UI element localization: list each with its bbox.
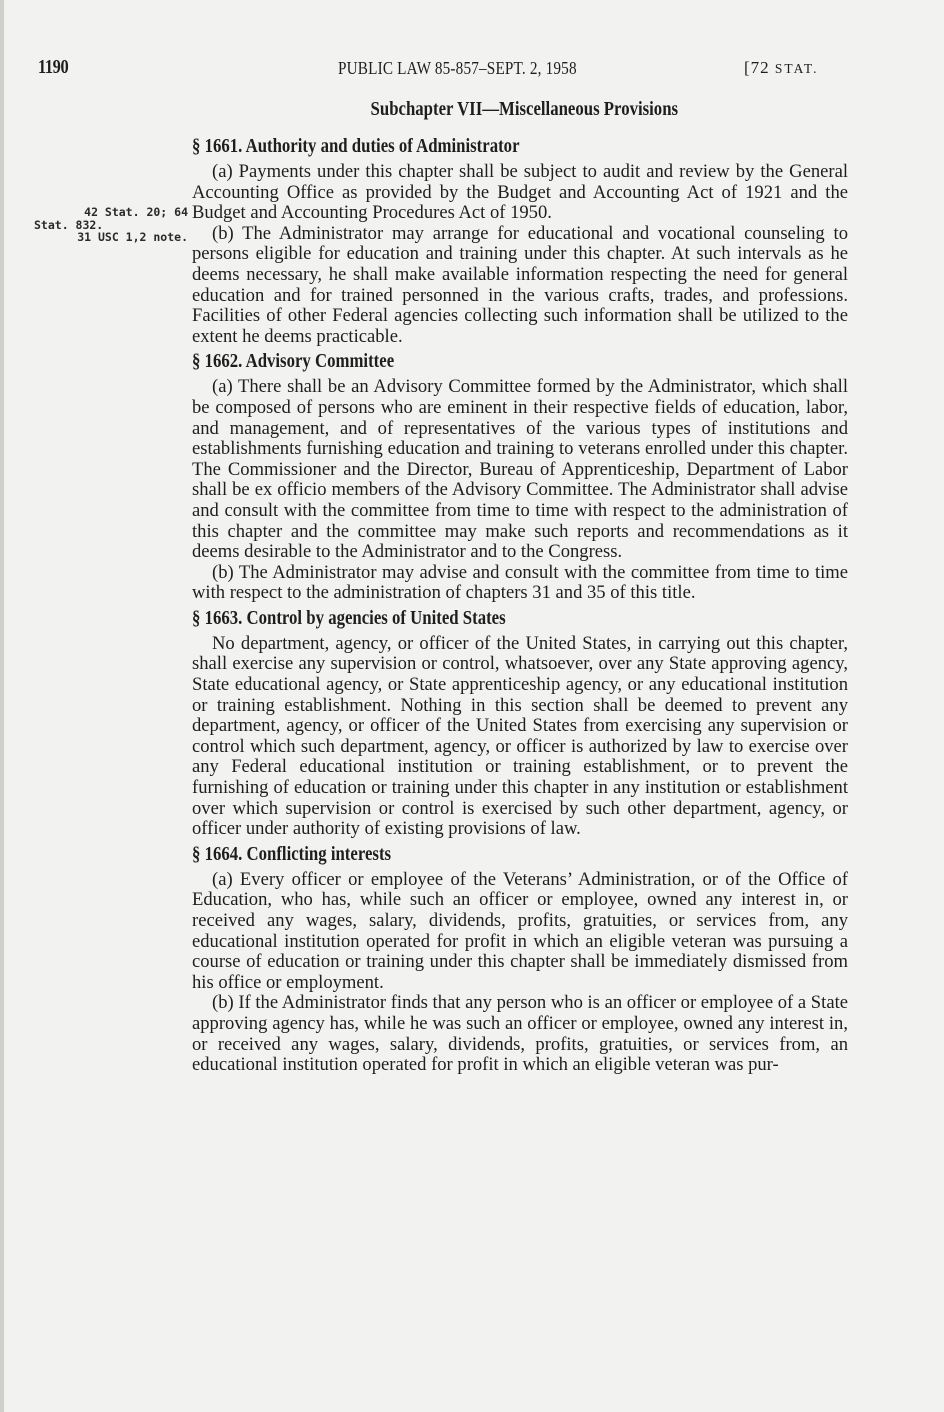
margin-note-line: Stat. 832. bbox=[34, 217, 104, 232]
paragraph: (a) There shall be an Advisory Committee formed by the Administrator, which shall be composed of persons who are eminent in their respective fields of education, labor, and management, and of representatives of the various types of institutions and establishments furnishing education and training to veterans enrolled under this chapter. The Commissioner and the Director, Bureau of Apprenticeship, Department of Labor shall be ex officio members of the Advisory Committee. The Administrator shall advise and consult with the committee from time to time with respect to the administration of this chapter and the committee may make such reports and recommendations as it deems desirable to the Administrator and to the Congress. bbox=[192, 376, 848, 563]
page-edge bbox=[0, 0, 4, 1412]
section-1663 bbox=[192, 606, 848, 840]
paragraph: (b) The Administrator may arrange for educational and vocational counseling to persons eligible for education and training under this chapter. At such intervals as he deems necessary, he shall make available information respecting the need for general education and for trained personned in the various crafts, trades, and professions. Facilities of other Federal agencies collecting such information shall be utilized to the extent he deems practicable. bbox=[192, 222, 848, 347]
section-heading: § 1663. Control by agencies of United States bbox=[192, 607, 506, 629]
paragraph: (b) The Administrator may advise and consult with the committee from time to time with respect to the administration of chapters 31 and 35 of this title. bbox=[192, 561, 848, 604]
paragraph: No department, agency, or officer of the United States, in carrying out this chapter, shall exercise any supervision or control, whatsoever, over any State approving agency, State educational agency, or State apprenticeship agency, or any educational institution or training establishment. Nothing in this section shall be deemed to prevent any department, agency, or officer of the United States from exercising any supervision or control which such department, agency, or officer is authorized by law to exercise over any Federal educational institution or training establishment, or to prevent the furnishing of education or training under this chapter in any institution or establishment over which supervision or control is exercised by such other department, agency, or officer under authority of existing provisions of law. bbox=[192, 632, 848, 840]
document-body bbox=[192, 96, 848, 1076]
section-heading: § 1664. Conflicting interests bbox=[192, 843, 392, 865]
subchapter-title: Subchapter VII—Miscellaneous Provisions bbox=[370, 99, 679, 120]
stat-label: STAT. bbox=[774, 61, 819, 76]
stat-bracket: [72 bbox=[744, 58, 775, 77]
paragraph: (b) If the Administrator finds that any person who is an officer or employee of a State approving agency has, while he was such an officer or employee, owned any interest in, or received any wages, salary, dividends, profits, gratuities, or services from, an educational institution operated for profit in which an eligible veteran was pur- bbox=[192, 992, 848, 1076]
page-number: 1190 bbox=[38, 56, 69, 78]
page-header bbox=[0, 52, 944, 82]
paragraph: (a) Every officer or employee of the Veterans’ Administration, or of the Office of Education, who has, while such an officer or employee, owned any interest in, or received any wages, salary, dividends, profits, gratuities, or services from, any educational institution operated for profit in which an eligible veteran was pursuing a course of education or training under this chapter shall be immediately dismissed from his office or employment. bbox=[192, 868, 848, 993]
margin-note-line: 42 Stat. 20; 64 bbox=[84, 205, 188, 219]
margin-citation-note bbox=[34, 205, 188, 244]
paragraph: (a) Payments under this chapter shall be subject to audit and review by the General Accounting Office as provided by the Budget and Accounting Act of 1921 and the Budget and Accounting Procedures Act of 1950. bbox=[192, 161, 848, 224]
section-1661 bbox=[192, 134, 848, 347]
section-heading: § 1661. Authority and duties of Administrator bbox=[192, 136, 520, 157]
section-1664 bbox=[192, 842, 848, 1076]
statute-reference bbox=[744, 58, 818, 78]
section-1662 bbox=[192, 349, 848, 604]
running-head: PUBLIC LAW 85-857–SEPT. 2, 1958 bbox=[338, 58, 577, 78]
section-heading: § 1662. Advisory Committee bbox=[192, 351, 395, 373]
margin-note-line: 31 USC 1,2 note. bbox=[77, 230, 188, 244]
